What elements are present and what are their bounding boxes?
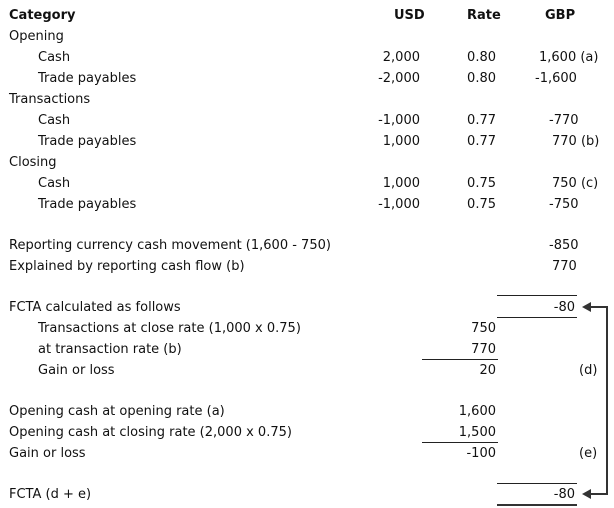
closing-rate-label: Opening cash at closing rate (2,000 x 0.75) bbox=[9, 425, 292, 440]
header-gbp: GBP bbox=[545, 8, 576, 23]
fcta-top-rule bbox=[497, 295, 577, 296]
fcta-total-label: FCTA (d + e) bbox=[9, 487, 92, 502]
closing-cash-label: Cash bbox=[38, 176, 71, 191]
opening-trade-usd: -2,000 bbox=[378, 71, 420, 86]
opening-rate-value: 1,600 bbox=[458, 404, 496, 419]
closing-trade-gbp: -750 bbox=[549, 197, 579, 212]
closing-trade-label: Trade payables bbox=[38, 197, 137, 212]
closing-cash-usd: 1,000 bbox=[382, 176, 420, 191]
opening-trade-gbp: -1,600 bbox=[535, 71, 577, 86]
opening-cash-rate: 0.80 bbox=[467, 50, 496, 65]
reporting-explained-label: Explained by reporting cash flow (b) bbox=[9, 259, 245, 274]
transactions-trade-usd: 1,000 bbox=[382, 134, 420, 149]
fcta-total-value: -80 bbox=[553, 487, 575, 502]
header-rate: Rate bbox=[467, 8, 501, 23]
gain-d-value: 20 bbox=[479, 363, 496, 378]
connector-bottom-arm bbox=[590, 493, 608, 495]
header-usd: USD bbox=[394, 8, 425, 23]
opening-cash-label: Cash bbox=[38, 50, 71, 65]
section-transactions-title: Transactions bbox=[9, 92, 91, 107]
closing-cash-gbp: 750 (c) bbox=[552, 176, 599, 191]
fcta-value-underline bbox=[497, 317, 577, 318]
header-category: Category bbox=[9, 8, 76, 23]
gain-d-rule bbox=[422, 359, 498, 360]
transactions-trade-label: Trade payables bbox=[38, 134, 137, 149]
opening-trade-rate: 0.80 bbox=[467, 71, 496, 86]
reporting-explained-value: 770 bbox=[552, 259, 577, 274]
reporting-movement-value: -850 bbox=[549, 238, 579, 253]
opening-rate-label: Opening cash at opening rate (a) bbox=[9, 404, 225, 419]
transactions-cash-label: Cash bbox=[38, 113, 71, 128]
closing-trade-rate: 0.75 bbox=[467, 197, 496, 212]
fcta-calc-value: -80 bbox=[553, 300, 575, 315]
fcta-total-double-underline bbox=[497, 504, 577, 506]
transactions-trade-gbp: 770 (b) bbox=[552, 134, 600, 149]
fcta-calc-title: FCTA calculated as follows bbox=[9, 300, 181, 315]
close-rate-label: Transactions at close rate (1,000 x 0.75) bbox=[38, 321, 301, 336]
transactions-trade-rate: 0.77 bbox=[467, 134, 496, 149]
section-opening-title: Opening bbox=[9, 29, 64, 44]
opening-trade-label: Trade payables bbox=[38, 71, 137, 86]
closing-rate-value: 1,500 bbox=[458, 425, 496, 440]
fcta-total-top-rule bbox=[497, 483, 577, 484]
gain-d-ref: (d) bbox=[579, 363, 598, 378]
gain-e-ref: (e) bbox=[579, 446, 598, 461]
closing-trade-usd: -1,000 bbox=[378, 197, 420, 212]
gain-e-value: -100 bbox=[466, 446, 496, 461]
transactions-cash-rate: 0.77 bbox=[467, 113, 496, 128]
section-closing-title: Closing bbox=[9, 155, 57, 170]
opening-cash-usd: 2,000 bbox=[382, 50, 420, 65]
closing-cash-rate: 0.75 bbox=[467, 176, 496, 191]
arrow-left-icon bbox=[582, 302, 591, 312]
gain-e-label: Gain or loss bbox=[9, 446, 86, 461]
close-rate-value: 750 bbox=[471, 321, 496, 336]
trans-rate-value: 770 bbox=[471, 342, 496, 357]
gain-d-label: Gain or loss bbox=[38, 363, 115, 378]
connector-vertical bbox=[606, 306, 608, 495]
reporting-movement-label: Reporting currency cash movement (1,600 - 750) bbox=[9, 238, 331, 253]
arrow-left-icon bbox=[582, 489, 591, 499]
transactions-cash-gbp: -770 bbox=[549, 113, 579, 128]
transactions-cash-usd: -1,000 bbox=[378, 113, 420, 128]
trans-rate-label: at transaction rate (b) bbox=[38, 342, 182, 357]
opening-cash-gbp: 1,600 (a) bbox=[539, 50, 599, 65]
gain-e-rule bbox=[422, 442, 498, 443]
